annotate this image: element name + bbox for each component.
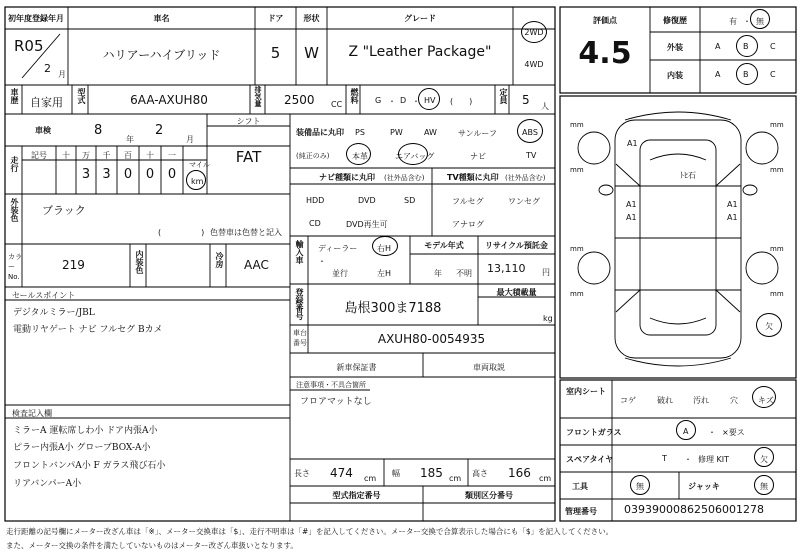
mm-mark: mm xyxy=(770,290,784,298)
mileage-digit: 3 xyxy=(102,167,111,182)
chassis-value: AXUH80-0054935 xyxy=(377,332,486,346)
color-label: 外装色 xyxy=(10,198,19,222)
model-year-unit: 年 xyxy=(434,269,442,278)
damage-mark: A1 xyxy=(727,213,738,222)
interior-color-label: 内装色 xyxy=(135,250,144,274)
sales-point-line: デジタルミラー/JBL xyxy=(13,308,95,318)
mileage-km: km xyxy=(191,177,204,186)
inspection-year: 8 xyxy=(94,123,103,138)
tv-label: TV種類に丸印 xyxy=(447,173,499,182)
mileage-col-symbol: 記号 xyxy=(31,151,47,160)
windshield-label: フロントガラス xyxy=(566,428,622,437)
fuel-dot-1: ・ xyxy=(388,97,396,106)
sales-point-line: 電動リヤゲート ナビ フルセグ Bカメ xyxy=(13,325,163,335)
reg-value: 島根300ま7188 xyxy=(344,301,442,316)
equip-airbag-circle xyxy=(398,143,428,165)
shift-value: FAT xyxy=(235,148,262,166)
height-value: 166 xyxy=(508,466,531,480)
windshield-a: A xyxy=(683,427,689,436)
seat-dirt: 汚れ xyxy=(693,396,709,405)
mileage-col-man: 万 xyxy=(82,151,90,160)
jack-none-circle xyxy=(754,475,774,495)
model-value: 6AA-AXUH80 xyxy=(130,93,208,107)
color-no-label: カラーNo. xyxy=(8,253,22,281)
type-no-label: 型式指定番号 xyxy=(332,491,381,500)
spare-label: スペアタイヤ xyxy=(566,455,614,464)
footer-note-1: 走行距離の記号欄にメーター改ざん車は「※」、メーター交換車は「$」、走行不明車は「#」を記入してください。メーター交換で合算表示した場合にも「$」を記入してください。 xyxy=(6,527,614,536)
car-name-label: 車名 xyxy=(153,14,170,23)
ac-label: 冷房 xyxy=(215,252,224,268)
ac-value: AAC xyxy=(244,258,269,272)
owner-manual: 車両取説 xyxy=(473,363,505,372)
width-value: 185 xyxy=(420,466,443,480)
recycle-label: リサイクル預託金 xyxy=(485,241,548,250)
fuel-d: D xyxy=(400,96,407,105)
mm-mark: mm xyxy=(570,245,584,253)
inspection-month: 2 xyxy=(155,123,164,138)
class-no-label: 類別区分番号 xyxy=(465,491,513,500)
mm-mark: mm xyxy=(770,166,784,174)
fuel-g: G xyxy=(375,96,382,105)
doors-value: 5 xyxy=(270,44,281,62)
shift-label: シフト xyxy=(236,117,261,126)
control-no-label: 管理番号 xyxy=(565,507,597,516)
mileage-col-sen: 千 xyxy=(102,151,111,160)
inspector-line: リアバンパーA小 xyxy=(13,479,82,489)
score-label: 評価点 xyxy=(593,16,617,25)
import-right: 右H xyxy=(377,244,392,253)
interior-seat-label: 室内シート xyxy=(566,387,606,396)
int-c: C xyxy=(770,70,776,79)
mm-mark: mm xyxy=(570,121,584,129)
seat-scratch: キズ xyxy=(758,396,774,405)
tv-analog: アナログ xyxy=(452,220,484,229)
capacity-label: 定員 xyxy=(499,88,508,104)
grade-label: グレード xyxy=(404,14,436,23)
first-reg-month-unit: 月 xyxy=(58,70,66,79)
navi-sd: SD xyxy=(404,196,416,205)
import-dealer: ディーラー xyxy=(318,244,358,253)
mileage-label: 走行 xyxy=(10,156,19,172)
mileage-digit: 0 xyxy=(123,167,133,182)
mm-mark: mm xyxy=(770,245,784,253)
ext-b: B xyxy=(743,42,749,51)
first-reg-label: 初年度登録年月 xyxy=(8,14,64,23)
ext-a: A xyxy=(715,42,721,51)
equip-pw: PW xyxy=(390,128,403,137)
inspection-month-unit: 月 xyxy=(186,135,194,144)
fuel-dot-2: ・ xyxy=(412,97,420,106)
damage-mark: A1 xyxy=(727,200,738,209)
shape-value: W xyxy=(304,44,319,62)
load-unit: kg xyxy=(543,314,553,323)
ext-c: C xyxy=(770,42,776,51)
repair-no-circle xyxy=(750,9,770,29)
tools-none-circle xyxy=(630,475,650,495)
drive-4wd: 4WD xyxy=(524,60,544,69)
inspection-label: 車検 xyxy=(35,126,51,135)
repair-dot: ・ xyxy=(743,17,751,26)
length-unit: cm xyxy=(364,474,377,483)
seat-hole: 穴 xyxy=(730,396,738,405)
navi-dvd-play: DVD再生可 xyxy=(346,220,388,229)
spare-missing: 欠 xyxy=(760,455,768,464)
recycle-unit: 円 xyxy=(542,268,550,277)
import-left: 左H xyxy=(377,269,392,278)
mileage-km-circle xyxy=(186,170,206,190)
notes-value: フロアマットなし xyxy=(300,397,372,407)
mm-mark: mm xyxy=(570,166,584,174)
mm-mark: mm xyxy=(570,290,584,298)
navi-label: ナビ種類に丸印 xyxy=(319,173,375,182)
navi-sub: (社外品含む) xyxy=(384,174,425,182)
repair-yes: 有 xyxy=(729,17,737,26)
sales-points-label: セールスポイント xyxy=(12,291,76,300)
displacement-value: 2500 xyxy=(284,93,315,107)
equip-abs: ABS xyxy=(522,128,538,137)
car-name: ハリアーハイブリッド xyxy=(102,48,221,62)
length-value: 474 xyxy=(330,466,353,480)
color-note: 色替車は色替と記入 xyxy=(210,228,282,237)
equip-airbag: エアバッグ xyxy=(395,152,435,161)
import-parallel: 並行 xyxy=(332,269,348,278)
navi-cd: CD xyxy=(309,219,321,228)
inspector-line: ミラーA 運転席しわ小 ドア内張A小 xyxy=(13,426,158,436)
equip-leather-circle xyxy=(346,143,371,165)
int-a: A xyxy=(715,70,721,79)
inspector-line: ピラー内張A小 グローブBOX-A小 xyxy=(13,443,151,453)
mileage-col-juu: 十 xyxy=(146,151,154,160)
mileage-mile: マイル xyxy=(189,161,210,169)
model-year-label: モデル年式 xyxy=(424,241,464,250)
model-label: 型式 xyxy=(77,88,86,104)
int-b-circle xyxy=(736,63,758,85)
color-value: ブラック xyxy=(42,204,86,217)
door-label: ドア xyxy=(267,14,284,23)
equipment-label: 装備品に丸印 xyxy=(296,128,344,137)
repair-history-label: 修復歴 xyxy=(663,16,687,25)
fuel-hv: HV xyxy=(424,96,436,105)
spare-t: T xyxy=(662,454,667,463)
fuel-hv-circle xyxy=(418,88,440,110)
recycle-value: 13,110 xyxy=(487,262,526,275)
equipment-sub: (純正のみ) xyxy=(296,152,330,160)
import-label: 輸入車 xyxy=(295,240,304,264)
drive-2wd: 2WD xyxy=(524,28,544,37)
new-car-guarantee: 新車保証書 xyxy=(336,363,377,372)
tools-none: 無 xyxy=(636,482,644,491)
navi-hdd: HDD xyxy=(306,196,325,205)
drive-2wd-circle xyxy=(521,21,547,43)
inspector-line: フロントバンパA小 F ガラス飛び石小 xyxy=(13,461,166,471)
jack-none: 無 xyxy=(760,482,768,491)
windshield-dot: ・ xyxy=(708,428,716,437)
damage-mark: A1 xyxy=(626,200,637,209)
damage-mark: A1 xyxy=(626,213,637,222)
seat-koge: コゲ xyxy=(620,396,636,405)
import-right-circle xyxy=(372,236,398,256)
mileage-col-hyaku: 百 xyxy=(124,151,132,160)
usage-value: 自家用 xyxy=(30,96,63,109)
mileage-col-ichi: 一 xyxy=(168,151,176,160)
equip-aw: AW xyxy=(424,128,437,137)
cc-unit: CC xyxy=(331,100,343,109)
inspector-label: 検査記入欄 xyxy=(12,409,52,418)
width-unit: cm xyxy=(449,474,462,483)
windshield-replace: ×要ス xyxy=(722,428,745,437)
capacity-unit: 人 xyxy=(541,102,549,111)
interior-label: 内装 xyxy=(667,71,683,80)
damage-mark: ﾄﾋ石 xyxy=(680,171,696,180)
import-dot: ・ xyxy=(318,257,326,266)
tv-fullseg: フルセグ xyxy=(452,197,484,206)
fuel-label: 燃料 xyxy=(350,88,359,104)
damage-mark: A1 xyxy=(627,139,638,148)
shape-label: 形状 xyxy=(303,14,320,23)
fuel-other: ( ) xyxy=(450,97,473,106)
footer-note-2: また、メーター交換の条件を満たしていないものはメーター改ざん車扱いとなります。 xyxy=(6,541,298,550)
exterior-label: 外装 xyxy=(667,43,683,52)
equip-leather: 本革 xyxy=(352,152,368,161)
mileage-digit: 3 xyxy=(81,167,91,182)
score-value: 4.5 xyxy=(578,36,632,71)
tv-oneseg: ワンセグ xyxy=(508,197,540,206)
first-reg-era: R05 xyxy=(14,37,44,55)
int-b: B xyxy=(743,70,749,79)
windshield-a-circle xyxy=(676,420,696,440)
mileage-digit: 0 xyxy=(145,167,155,182)
equip-tv: TV xyxy=(526,151,537,160)
navi-dvd: DVD xyxy=(358,196,376,205)
length-label: 長さ xyxy=(294,469,310,478)
tv-sub: (社外品含む) xyxy=(505,174,546,182)
mm-mark: mm xyxy=(770,121,784,129)
missing-mark-circle xyxy=(756,313,782,337)
displacement-label: 排気量 xyxy=(254,86,262,107)
seat-tear: 破れ xyxy=(657,396,673,405)
repair-no: 無 xyxy=(756,17,764,26)
jack-label: ジャッキ xyxy=(688,482,720,491)
seat-scratch-circle xyxy=(752,386,776,408)
first-reg-month: 2 xyxy=(44,62,51,75)
color-no-value: 219 xyxy=(62,258,85,272)
spare-dot: ・ xyxy=(684,455,692,464)
usage-label: 車歴 xyxy=(10,88,19,104)
height-label: 高さ xyxy=(472,469,488,478)
equip-abs-circle xyxy=(517,119,543,143)
damage-mark: 欠 xyxy=(765,322,773,331)
equip-ps: PS xyxy=(355,128,365,137)
tools-label: 工具 xyxy=(572,482,588,491)
equip-sunroof: サンルーフ xyxy=(458,129,497,138)
notes-label: 注意事項・不具合箇所 xyxy=(296,381,366,389)
grade-value: Z "Leather Package" xyxy=(348,44,492,60)
spare-missing-circle xyxy=(754,447,774,467)
mileage-digit: 0 xyxy=(167,167,177,182)
control-no-value: 03939000862506001278 xyxy=(624,503,764,516)
reg-label: 登録番号 xyxy=(295,288,304,320)
width-label: 幅 xyxy=(392,469,400,478)
mileage-col-10man: 十 xyxy=(62,151,70,160)
spare-kit: 修理 KIT xyxy=(698,455,730,464)
equip-navi: ナビ xyxy=(470,152,486,161)
ext-b-circle xyxy=(736,35,758,57)
inspection-year-unit: 年 xyxy=(126,135,134,144)
color-change: ( ) xyxy=(158,228,205,237)
capacity-value: 5 xyxy=(522,93,530,107)
load-label: 最大積載量 xyxy=(496,288,537,297)
chassis-label: 車台番号 xyxy=(293,329,307,347)
height-unit: cm xyxy=(539,474,552,483)
model-year-unknown: 不明 xyxy=(456,269,472,278)
